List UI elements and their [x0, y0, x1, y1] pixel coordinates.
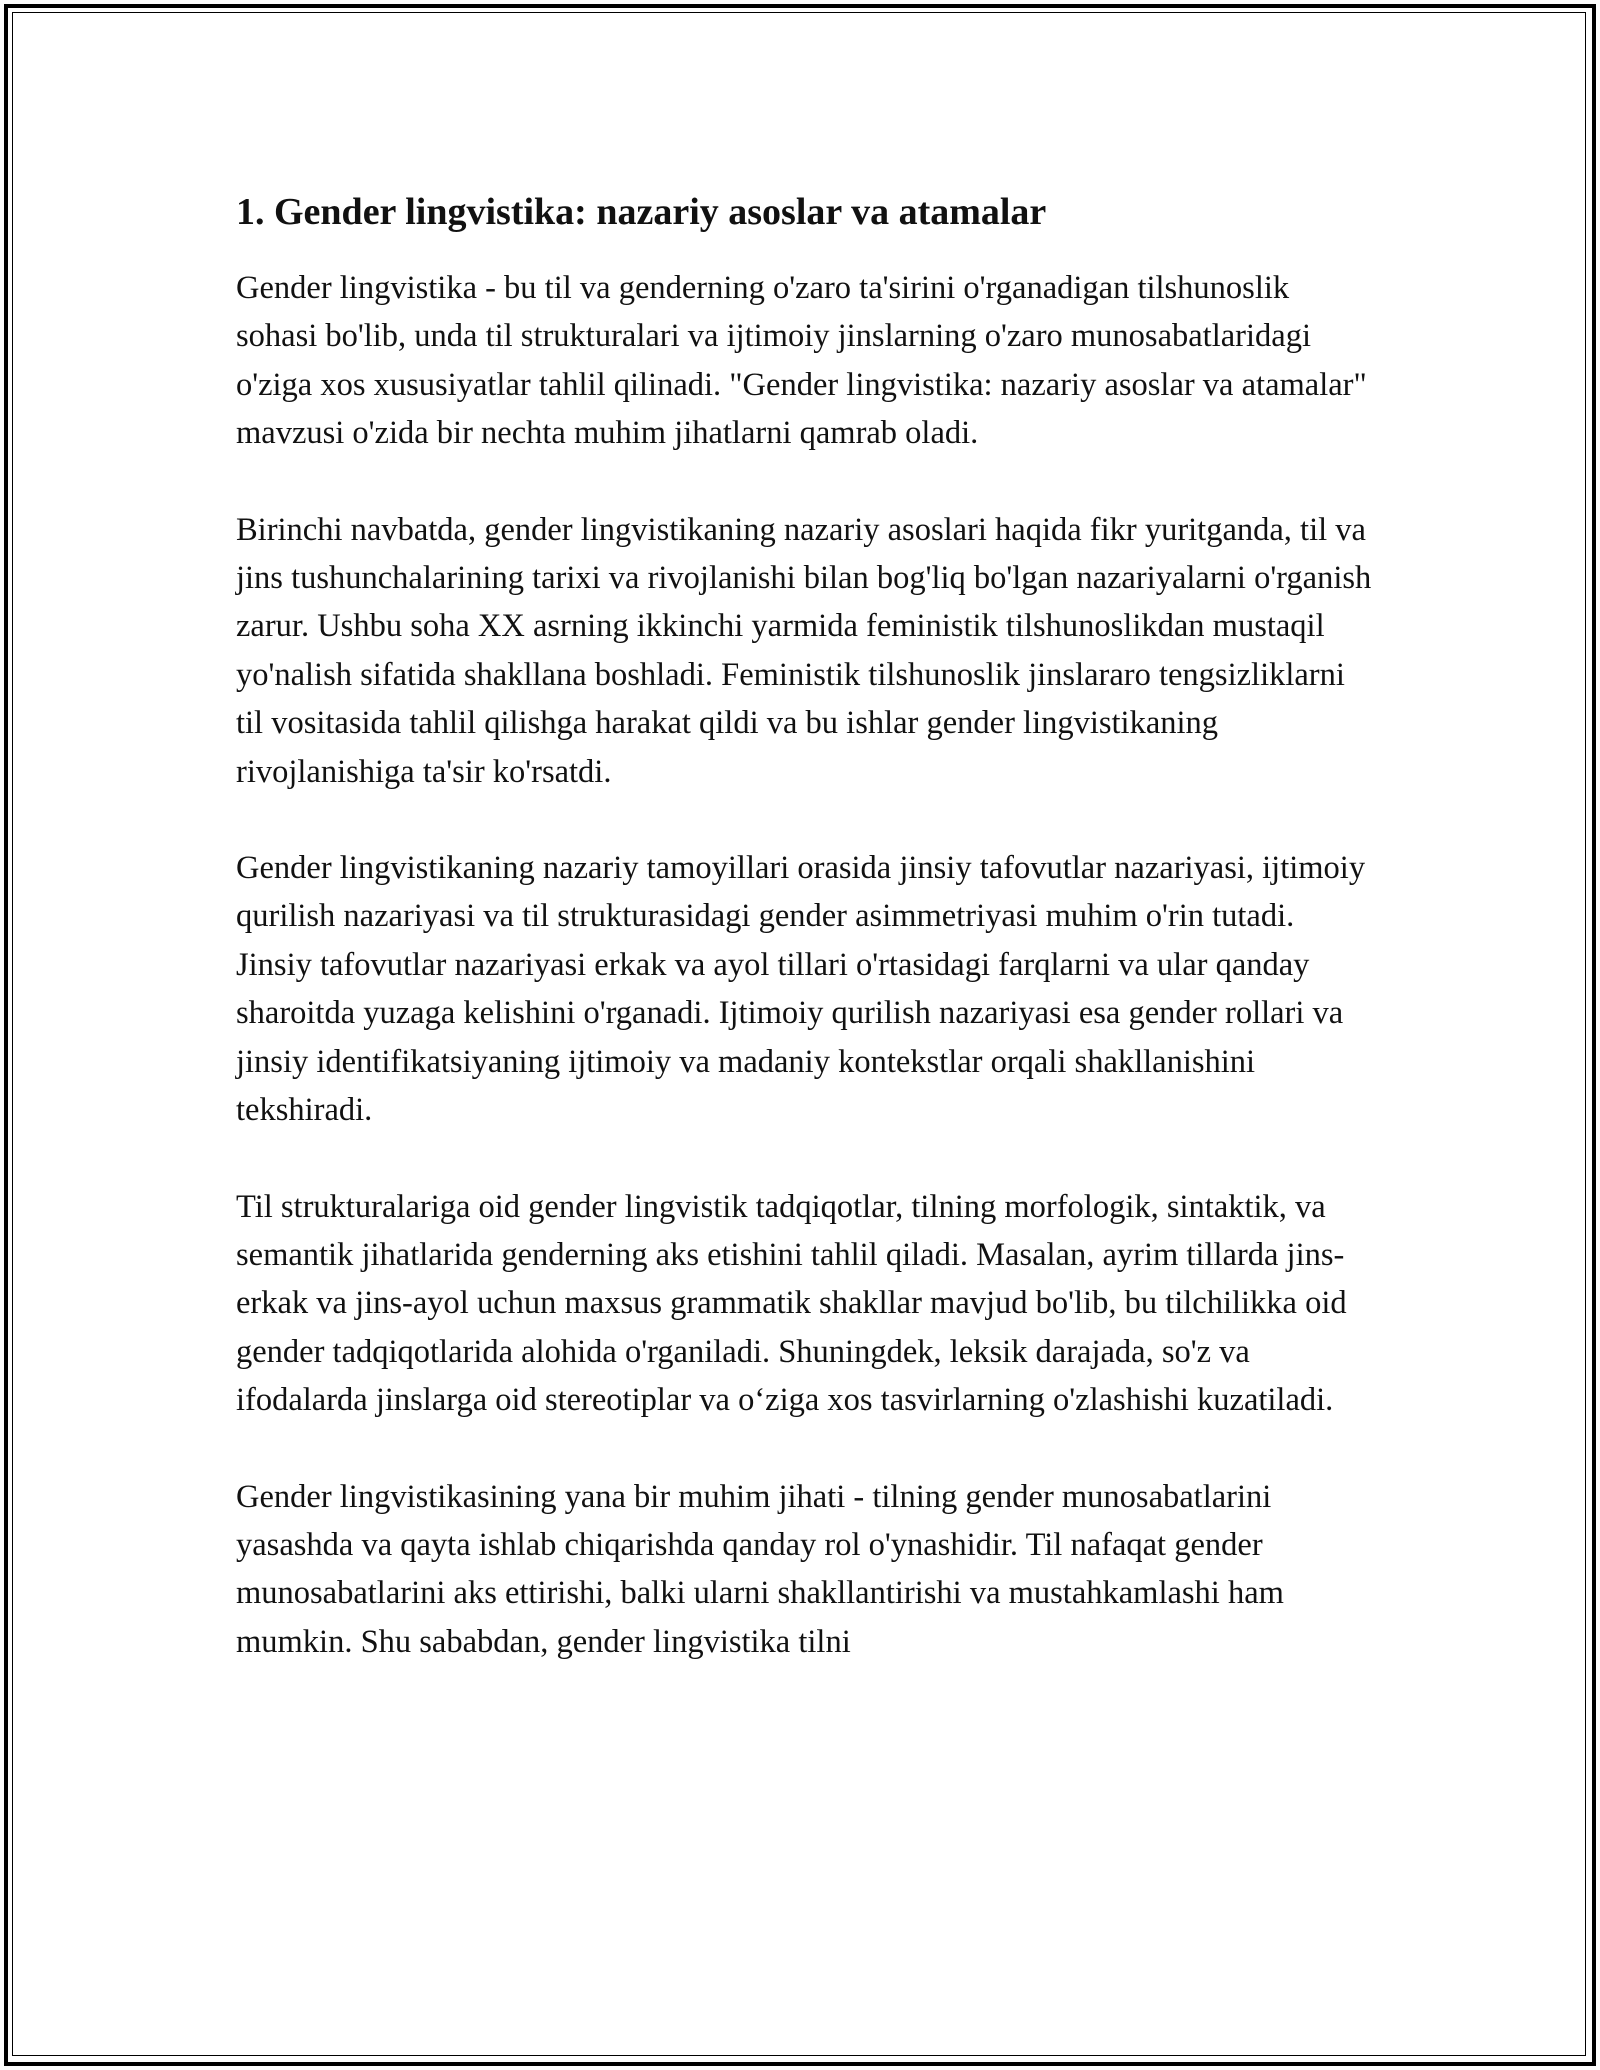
- paragraph-1: Gender lingvistika - bu til va genderning o'zaro ta'sirini o'rganadigan tilshunoslik sohasi bo'lib, unda til strukturalari va ijtimoiy jinslarning o'zaro munosabatlaridagi o'ziga xos xususiyatlar tahlil qilinadi. "Gender lingvistika: nazariy asoslar va atamalar" mavzusi o'zida bir nechta muhim jihatlarni qamrab oladi.: [236, 270, 1367, 452]
- paragraph-4: Til strukturalariga oid gender lingvistik tadqiqotlar, tilning morfologik, sintaktik, va semantik jihatlarida genderning aks etishini tahlil qiladi. Masalan, ayrim tillarda jins-erkak va jins-ayol uchun maxsus grammatik shakllar mavjud bo'lib, bu tilchilikka oid gender tadqiqotlarida alohida o'rganiladi. Shuningdek, leksik darajada, so'z va ifodalarda jinslarga oid stereotiplar va o‘ziga xos tasvirlarning o'zlashishi kuzatiladi.: [236, 1188, 1347, 1419]
- paragraph-3: Gender lingvistikaning nazariy tamoyillari orasida jinsiy tafovutlar nazariyasi, ijtimoiy qurilish nazariyasi va til strukturasidagi gender asimmetriyasi muhim o'rin tutadi. Jinsiy tafovutlar nazariyasi erkak va ayol tillari o'rtasidagi farqlarni va ular qanday sharoitda yuzaga kelishini o'rganadi. Ijtimoiy qurilish nazariyasi esa gender rollari va jinsiy identifikatsiyaning ijtimoiy va madaniy kontekstlar orqali shakllanishini tekshiradi.: [236, 850, 1366, 1129]
- paragraph-5: Gender lingvistikasining yana bir muhim jihati - tilning gender munosabatlarini yasashda va qayta ishlab chiqarishda qanday rol o'ynashidir. Til nafaqat gender munosabatlarini aks ettirishi, balki ularni shakllantirishi va mustahkamlashi ham mumkin. Shu sababdan, gender lingvistika tilni: [236, 1478, 1284, 1660]
- document-body: [236, 186, 1376, 1714]
- paragraph-2: Birinchi navbatda, gender lingvistikaning nazariy asoslari haqida fikr yuritganda, til va jins tushunchalarining tarixi va rivojlanishi bilan bog'liq bo'lgan nazariyalarni o'rganish zarur. Ushbu soha XX asrning ikkinchi yarmida feministik tilshunoslikdan mustaqil yo'nalish sifatida shakllana boshladi. Feministik tilshunoslik jinslararo tengsizliklarni til vositasida tahlil qilishga harakat qildi va bu ishlar gender lingvistikaning rivojlanishiga ta'sir ko'rsatdi.: [236, 511, 1372, 790]
- section-heading: 1. Gender lingvistika: nazariy asoslar va atamalar: [236, 191, 1047, 233]
